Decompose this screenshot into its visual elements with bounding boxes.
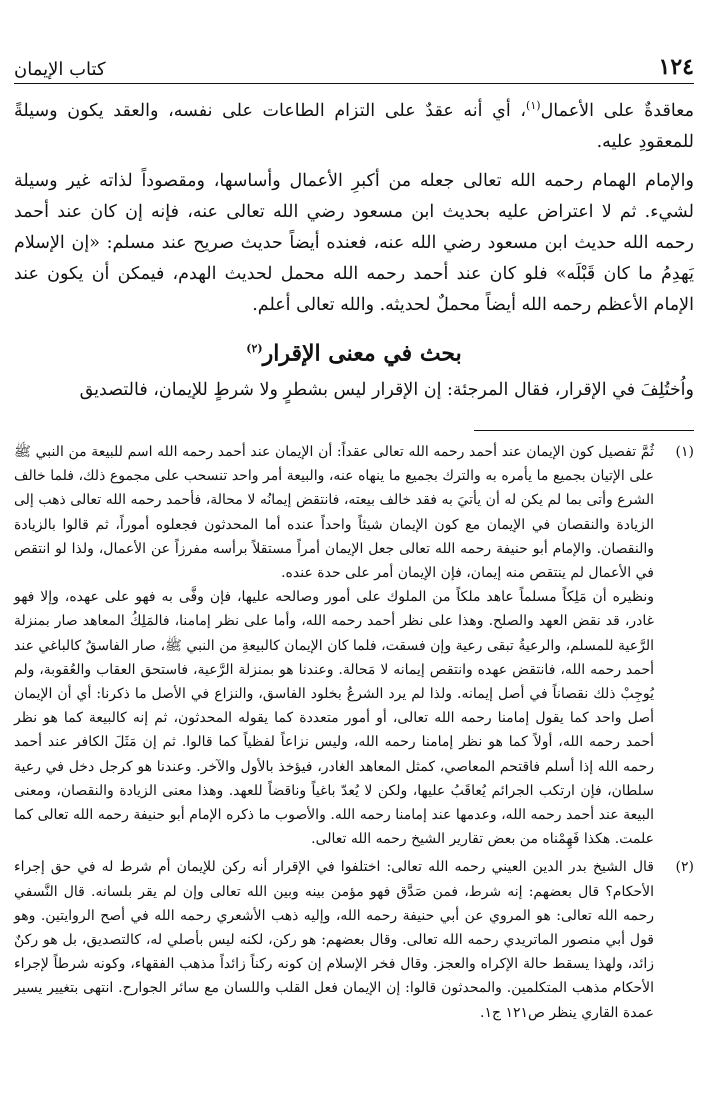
footnote-1-number: (١) bbox=[675, 444, 694, 460]
footnote-1-paragraph-2: ونظيره أن مَلِكاً مسلماً عاهد ملكاً من الملوك على أمور وصالحه عليها، فإن وفَّى به فهو على عهده، وإلا فهو غادر، قد نقض العهد والصلح. وهذا على نظر أحمد رحمه الله، وأما على نظر إمامنا، فالمَلِكُ المعاهد صار بمنزلة الرَّعية للمسلم، والرعيةُ تبقى رعية وإن فسقت، فلما كان الإيمان كالبيعةِ من النبي ﷺ، صار الفاسقُ كالباغي عند أحمد رحمه الله، فانتقض عهده وانتقص إيمانه لا مَحالة. وعندنا هو بمنزلة الرَّعية، فاستحق العقاب والعُقوبة، ولم يُوجِبْ ذلك نقصاناً في أصل إيمانه. ولذا لم يرد الشرعُ بخلود الفاسق، والنزاع في الأصل ما ذكرنا: أي أن الإيمان أصل واحد كما يقول إمامنا رحمه الله تعالى، أو أمور متعددة كما يقوله المحدثون، ثم إنه كالبيعة كما هو نظر أحمد رحمه الله، أولاً كما هو نظر إمامنا رحمه الله، وليس نزاعاً لفظياً كما قالوا. ثم إن مَثَلَ الكافر عند أحمد رحمه الله إذا أسلم فاقتحم المعاصي، كمثل المعاهد الغادر، فيؤخذ بالأول والآخر. وعندنا هو كرجل دخل في رعية سلطان، فإن ارتكب الجرائم يُعاقَبُ عليها، ولكن لا يُعدّ باغياً وناقضاً للعهد. وهذا معنى الزيادة والنقصان، ومعنى البيعة عند أحمد رحمه الله، وعدمها عند إمامنا رحمه الله. والأصوب ما ذكره الإمام أبو حنيفة رحمه الله تعالى كما علمت. هكذا فَهِمْناه من بعض تقارير الشيخ رحمه الله تعالى. bbox=[14, 589, 654, 848]
page-number: ١٢٤ bbox=[658, 54, 694, 80]
footnote-2-paragraph-1: قال الشيخ بدر الدين العيني رحمه الله تعالى: اختلفوا في الإقرار أنه ركن للإيمان أم شرط له في حق إجراء الأحكام؟ قال بعضهم: إنه شرط، فمن صَدَّق فهو مؤمن بينه وبين الله تعالى وإن لم يقر بلسانه. قال النَّسفي رحمه الله تعالى: هو المروي عن أبي حنيفة رحمه الله، وإليه ذهب الأشعري رحمه الله في أصح الروايتين. وهو قول أبي منصور الماتريدي رحمه الله تعالى. وقال بعضهم: هو ركن، لكنه ليس بأصلي له، كالتصديق، بل هو ركنٌ زائد، ولهذا يسقط حالة الإكراه والعجز. وقال فخر الإسلام إن كونه ركناً زائداً مذهب الفقهاء، وكونه شرطاً لإجراء الأحكام مذهب المتكلمين. والمحدثون قالوا: إن الإيمان فعل القلب واللسان مع سائر الجوارح. انتهى بتغيير يسير عمدة القاري ينظر ص١٢١ ج١. bbox=[14, 859, 654, 1021]
footnote-1-text bbox=[14, 440, 654, 851]
paragraph-3: واُختُلِفَ في الإقرار، فقال المرجئة: إن الإقرار ليس بشطرٍ ولا شرطٍ للإيمان، فالتصديق bbox=[79, 380, 694, 401]
footnote-2-number: (٢) bbox=[675, 859, 694, 876]
footnote-1-paragraph-1: ثُمَّ تفصيل كون الإيمان عند أحمد رحمه الله تعالى عقداً: أن الإيمان عند أحمد رحمه الله اسم للبيعة من النبي ﷺ على الإتيان بجميع ما يأمره به والترك بجميع ما ينهاه عنه، والبيعة أمر واحد تنسحب على مجموع ذلك، فلما خالف الشرع وأتى بما لم يكن له أن يأتيَ به فقد خالف بيعته، فانتقض إيمانُه لا محالة، فأحمد رحمه الله تعالى ذهب إلى الزيادة والنقصان في الإيمان مع كون الإيمان شيئاً واحداً عنده أما المحدثون فجعلوه أموراً، ثم قالوا بالزيادة والنقصان. والإمام أبو حنيفة رحمه الله تعالى جعل الإيمان أمراً مستقلاً برأسه مفرزاً عن الأعمال، ولذا لو انتقص في الأعمال لم ينتقص منه إيمان، فإن الإيمان أمر على حدة عنده. bbox=[14, 444, 654, 582]
footnote-ref-1: (١) bbox=[526, 99, 541, 112]
section-heading bbox=[14, 333, 694, 369]
footnote-2 bbox=[14, 855, 694, 1024]
section-heading-text: بحث في معنى الإقرار bbox=[262, 340, 462, 367]
main-text bbox=[14, 90, 694, 406]
footnotes bbox=[14, 440, 694, 1029]
paragraph-2: والإمام الهمام رحمه الله تعالى جعله من أكبرِ الأعمال وأساسها، ومقصوداً لذاته غير وسيلة لشيء. ثم لا اعتراض عليه بحديث ابن مسعود رضي الله تعالى عنه، فإنه إن كان عند أحمد رحمه الله حديث ابن مسعود رضي الله عنه، فعنده أيضاً حديث صريح عند مسلم: «إن الإسلام يَهدِمُ ما كان قَبْلَه» فلو كان عند أحمد رحمه الله محمل لحديث الهدم، فيمكن أن يكون عند الإمام الأعظم رحمه الله أيضاً محملٌ لحديثه. والله تعالى أعلم. bbox=[14, 170, 694, 315]
paragraph-1 bbox=[14, 90, 694, 158]
book-title: كتاب الإيمان bbox=[14, 59, 106, 80]
footnote-ref-2: (٢) bbox=[246, 341, 263, 355]
paragraph-1-rest: ، أي أنه عقدٌ على التزام الطاعات على نفسه، والعقد يكون وسيلةً للمعقودِ عليه. bbox=[14, 100, 694, 152]
footnote-2-text bbox=[14, 855, 654, 1024]
page-header bbox=[14, 50, 694, 84]
footnote-1 bbox=[14, 440, 694, 851]
footnote-separator bbox=[474, 430, 694, 431]
paragraph-1-start: معاقدةٌ على الأعمال bbox=[540, 100, 694, 121]
